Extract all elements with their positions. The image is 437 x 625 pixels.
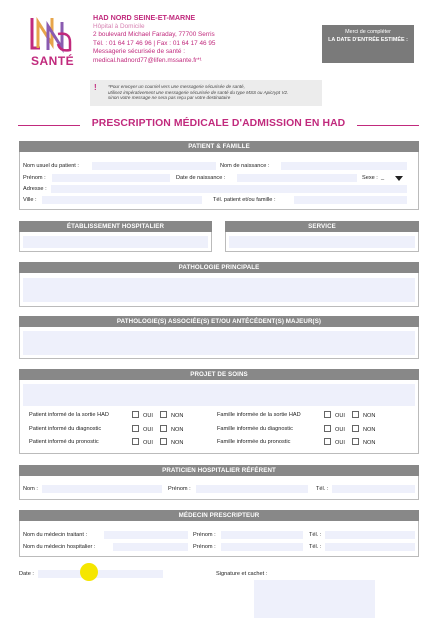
label-date-naissance: Date de naissance : <box>176 175 226 181</box>
associees-field[interactable] <box>23 331 415 355</box>
entry-date-box[interactable] <box>322 25 414 63</box>
label-traitant-prenom: Prénom : <box>193 532 216 538</box>
org-name: HAD NORD SEINE-ET-MARNE <box>93 13 196 22</box>
warning-line-2: utilisez impérativement une messagerie sécurisée de santé du type MSS ou Apicrypt V2. <box>108 89 289 95</box>
checkbox-patient-sortie-non[interactable] <box>160 411 167 418</box>
label-patient-sortie: Patient informé de la sortie HAD <box>29 412 109 418</box>
checkbox-famille-diagnostic-non[interactable] <box>352 425 359 432</box>
label-famille-diagnostic: Famille informée du diagnostic <box>217 426 293 432</box>
medecin-traitant-field[interactable] <box>104 531 188 539</box>
section-header-projet: PROJET DE SOINS <box>19 369 419 380</box>
non-label: NON <box>363 413 376 419</box>
date-field[interactable] <box>38 570 163 578</box>
label-patient-pronostic: Patient informé du pronostic <box>29 439 99 445</box>
sexe-select-value[interactable]: _ <box>381 175 385 181</box>
label-medecin-traitant: Nom du médecin traitant : <box>23 532 88 538</box>
non-label: NON <box>363 440 376 446</box>
chevron-down-icon[interactable] <box>395 176 403 182</box>
had-logo-icon <box>28 14 78 54</box>
label-praticien-tel: Tél. : <box>316 486 329 492</box>
org-phone: Tél. : 01 64 17 46 96 | Fax : 01 64 17 46 95 <box>93 39 216 47</box>
label-tel-patient: Tél. patient et/ou famille : <box>213 197 276 203</box>
prenom-field[interactable] <box>52 174 170 182</box>
traitant-tel-field[interactable] <box>325 531 415 539</box>
checkbox-famille-sortie-non[interactable] <box>352 411 359 418</box>
ville-field[interactable] <box>42 196 202 204</box>
title-row <box>18 118 419 132</box>
warning-note <box>90 80 322 106</box>
checkbox-famille-diagnostic-oui[interactable] <box>324 425 331 432</box>
non-label: NON <box>171 440 184 446</box>
pathologie-field[interactable] <box>23 278 415 302</box>
section-header-service: SERVICE <box>225 221 419 232</box>
prescripteur-frame <box>19 521 419 557</box>
org-address: 2 boulevard Michael Faraday, 77700 Serris <box>93 31 215 39</box>
section-header-associees: PATHOLOGIE(S) ASSOCIÉE(S) ET/OU ANTÉCÉDENT(S) MAJEUR(S) <box>19 316 419 327</box>
adresse-field[interactable] <box>51 185 407 193</box>
praticien-prenom-field[interactable] <box>196 485 308 493</box>
entry-date-hint: Merci de compléter <box>345 29 391 35</box>
date-naissance-field[interactable] <box>237 174 357 182</box>
section-header-praticien: PRATICIEN HOSPITALIER RÉFÉRENT <box>19 465 419 476</box>
non-label: NON <box>363 427 376 433</box>
label-sexe: Sexe : <box>362 175 378 181</box>
oui-label: OUI <box>143 427 153 433</box>
logo-text: SANTÉ <box>31 54 75 68</box>
label-patient-diagnostic: Patient informé du diagnostic <box>29 426 102 432</box>
label-hospitalier-prenom: Prénom : <box>193 544 216 550</box>
section-header-patient: PATIENT & FAMILLE <box>19 141 419 152</box>
section-header-pathologie: PATHOLOGIE PRINCIPALE <box>19 262 419 273</box>
checkbox-famille-pronostic-oui[interactable] <box>324 438 331 445</box>
label-medecin-hospitalier: Nom du médecin hospitalier : <box>23 544 96 550</box>
section-header-prescripteur: MÉDECIN PRESCRIPTEUR <box>19 510 419 521</box>
praticien-nom-field[interactable] <box>42 485 162 493</box>
oui-label: OUI <box>335 440 345 446</box>
checkbox-famille-sortie-oui[interactable] <box>324 411 331 418</box>
section-header-etablissement: ÉTABLISSEMENT HOSPITALIER <box>19 221 212 232</box>
checkbox-patient-pronostic-oui[interactable] <box>132 438 139 445</box>
warning-icon: ! <box>94 83 97 92</box>
oui-label: OUI <box>335 413 345 419</box>
label-famille-sortie: Famille informée de la sortie HAD <box>217 412 301 418</box>
label-nom-naissance: Nom de naissance : <box>220 163 270 169</box>
traitant-prenom-field[interactable] <box>221 531 303 539</box>
label-hospitalier-tel: Tél. : <box>309 544 322 550</box>
label-adresse: Adresse : <box>23 186 47 192</box>
checkbox-patient-diagnostic-non[interactable] <box>160 425 167 432</box>
hospitalier-tel-field[interactable] <box>325 543 415 551</box>
oui-label: OUI <box>143 413 153 419</box>
org-email[interactable]: medical.hadnord77@lifen.mssante.fr*¹ <box>93 56 202 64</box>
checkbox-patient-pronostic-non[interactable] <box>160 438 167 445</box>
cursor-highlight <box>80 563 98 581</box>
label-prenom: Prénom : <box>23 175 46 181</box>
etablissement-field[interactable] <box>23 236 208 248</box>
warning-line-3: sinon votre message ne sera pas reçu par votre destinataire <box>108 95 231 101</box>
label-ville: Ville : <box>23 197 37 203</box>
org-subtitle: Hôpital à Domicile <box>93 22 145 30</box>
label-praticien-prenom: Prénom : <box>168 486 191 492</box>
title-rule-right <box>357 125 419 126</box>
label-signature: Signature et cachet : <box>216 571 268 577</box>
label-praticien-nom: Nom : <box>23 486 38 492</box>
projet-field[interactable] <box>23 384 415 406</box>
checkbox-patient-diagnostic-oui[interactable] <box>132 425 139 432</box>
org-messaging-label: Messagerie sécurisée de santé : <box>93 48 186 56</box>
nom-usuel-field[interactable] <box>92 162 216 170</box>
checkbox-famille-pronostic-non[interactable] <box>352 438 359 445</box>
label-nom-usuel: Nom usuel du patient : <box>23 163 79 169</box>
checkbox-patient-sortie-oui[interactable] <box>132 411 139 418</box>
label-famille-pronostic: Famille informée du pronostic <box>217 439 291 445</box>
non-label: NON <box>171 427 184 433</box>
oui-label: OUI <box>143 440 153 446</box>
nom-naissance-field[interactable] <box>281 162 407 170</box>
praticien-tel-field[interactable] <box>332 485 415 493</box>
non-label: NON <box>171 413 184 419</box>
tel-patient-field[interactable] <box>294 196 407 204</box>
label-traitant-tel: Tél. : <box>309 532 322 538</box>
org-info <box>93 14 298 66</box>
hospitalier-prenom-field[interactable] <box>221 543 303 551</box>
signature-field[interactable] <box>254 580 375 618</box>
label-date: Date : <box>19 571 34 577</box>
warning-line-1: *Pour envoyer un courriel vers une messagerie sécurisée de santé, <box>108 84 245 89</box>
entry-date-label: LA DATE D'ENTRÉE ESTIMÉE : <box>328 36 408 43</box>
service-field[interactable] <box>229 236 415 248</box>
medecin-hospitalier-field[interactable] <box>113 543 188 551</box>
oui-label: OUI <box>335 427 345 433</box>
page-title: PRESCRIPTION MÉDICALE D'ADMISSION EN HAD <box>91 118 346 129</box>
